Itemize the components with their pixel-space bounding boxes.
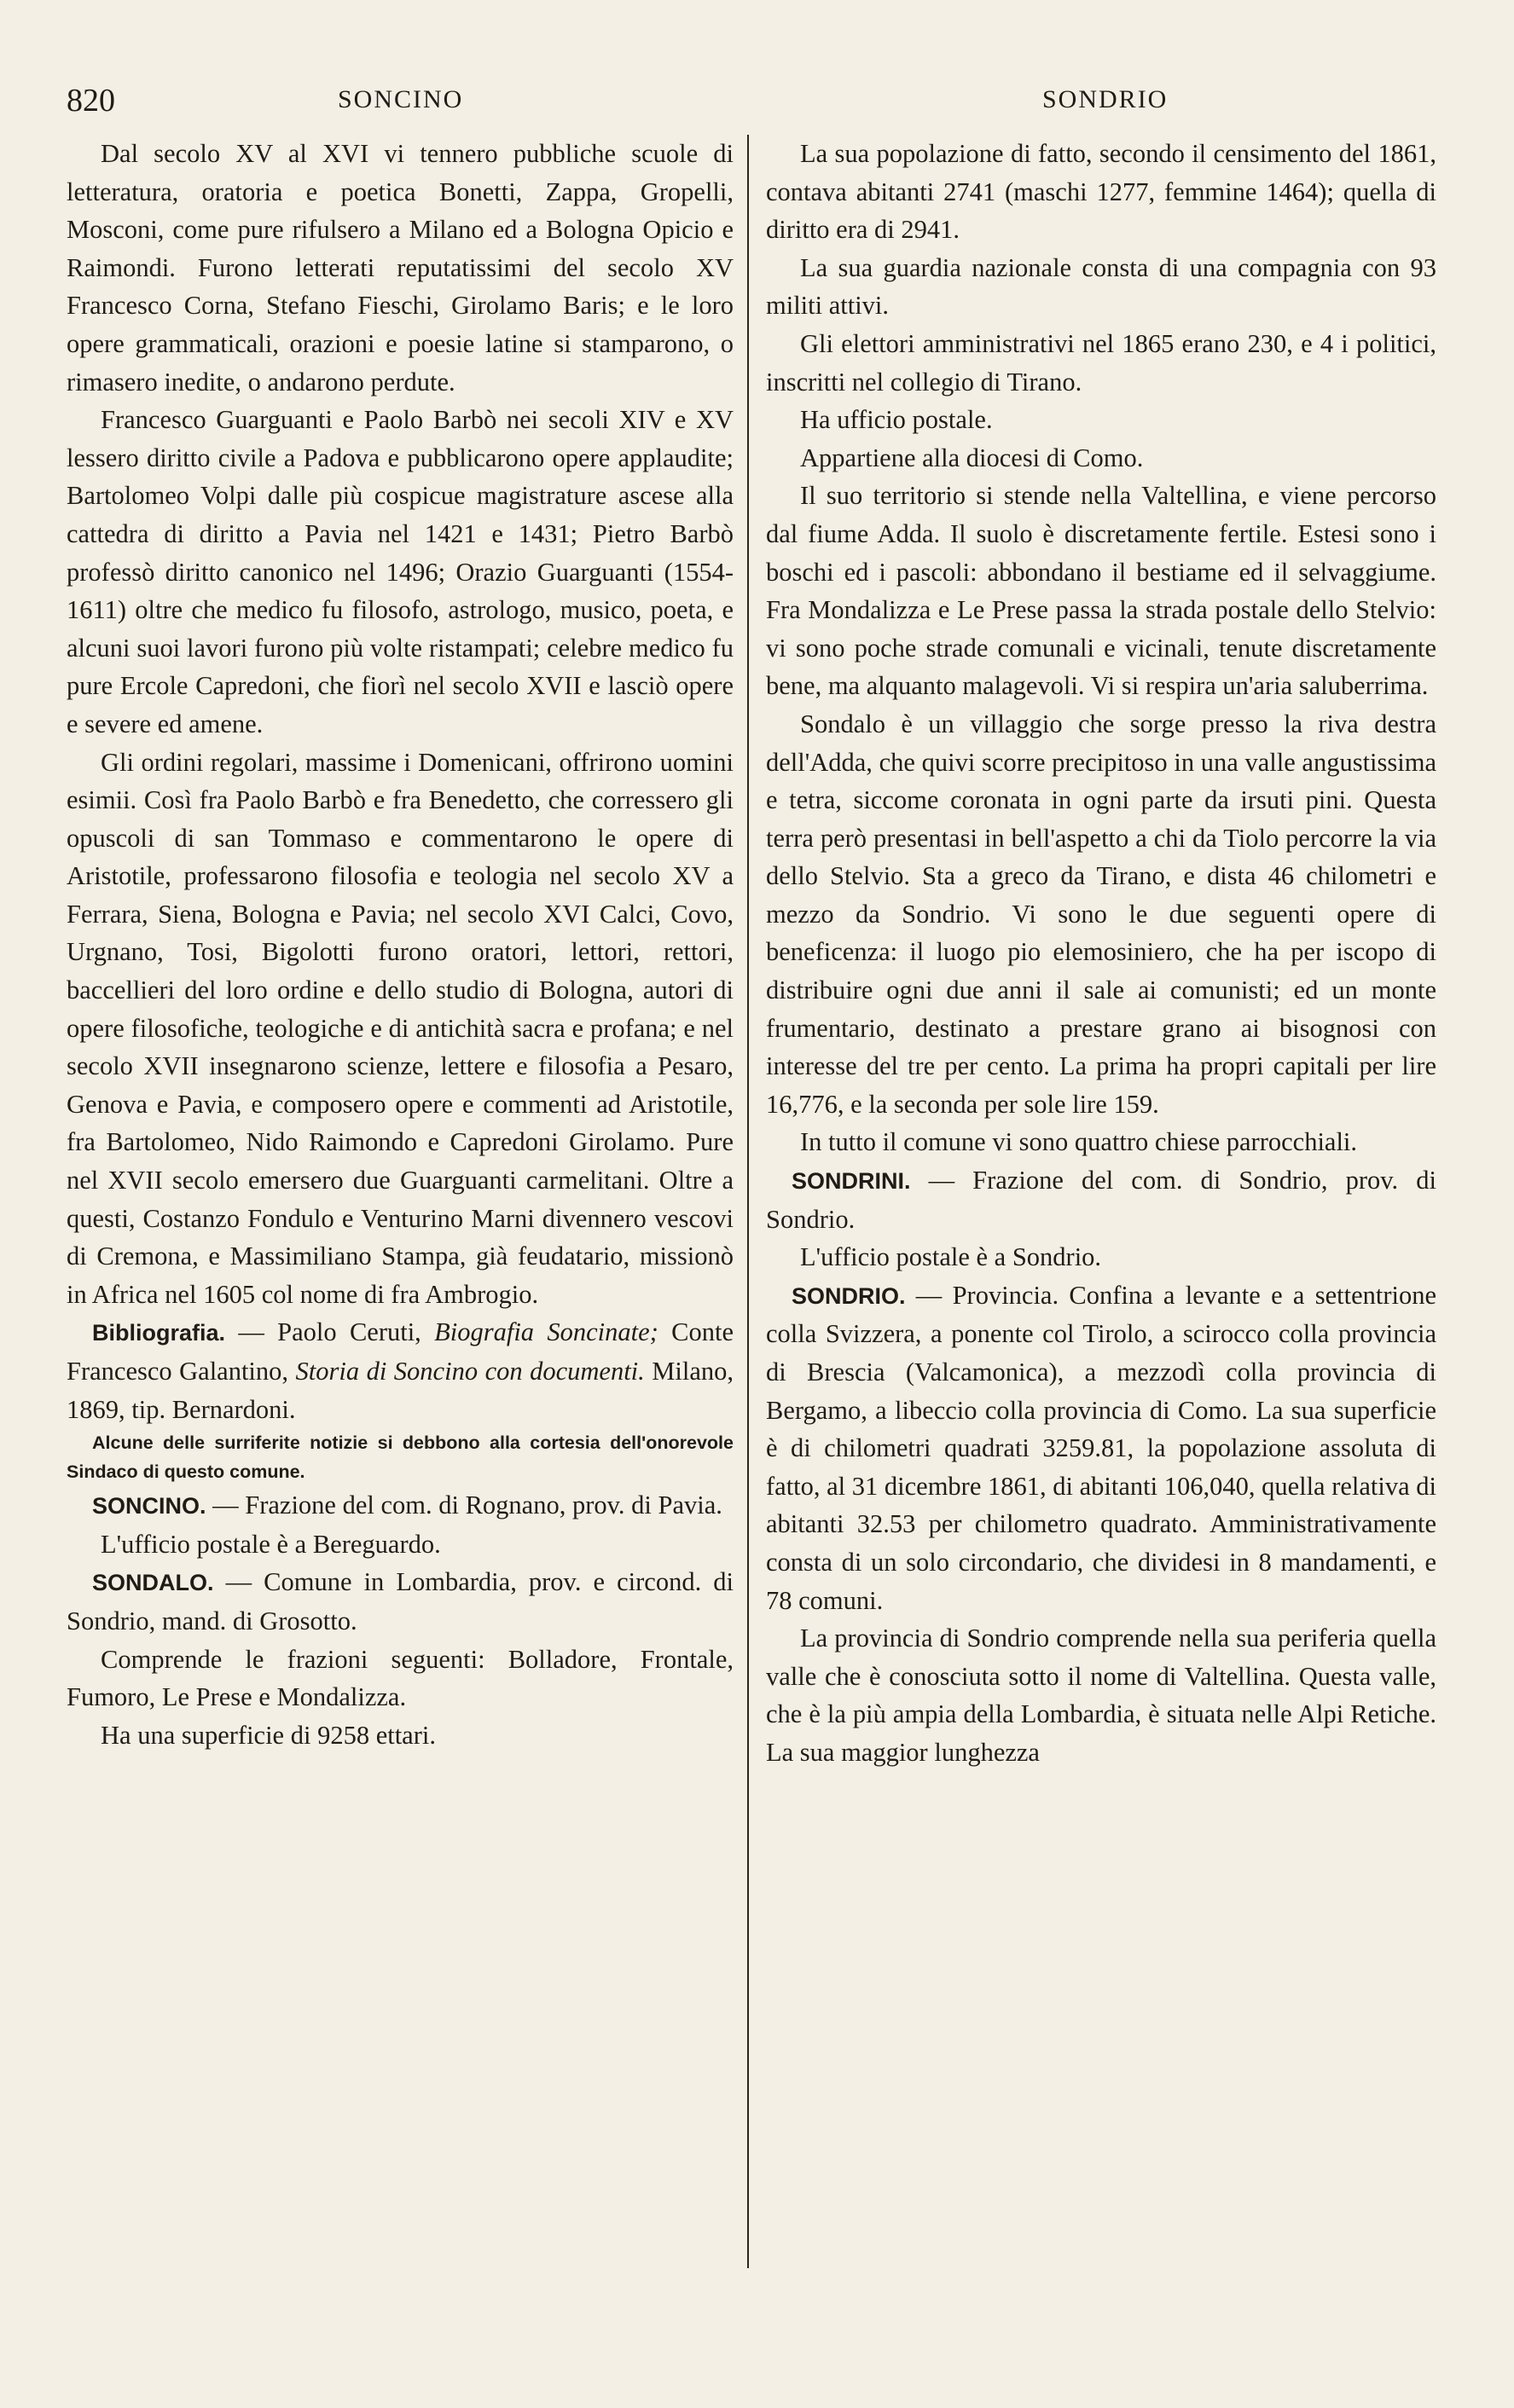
entry-sondrio: SONDRIO. — Provincia. Confina a levante e a settentrione colla Svizzera, a ponente col Tirolo, a scirocco colla provincia di Brescia (Valcamonica), a mezzodì colla provincia di Bergamo, a libeccio colla provincia di Como. La sua superficie è di chilometri quadrati 3259.81, la popolazione assoluta di fatto, al 31 dicembre 1861, di abitanti 106,040, quella relativa di abitanti 32.53 per chilometro quadrato. Amministrativamente consta di un solo circondario, che dividesi in 8 mandamenti, e 78 comuni.: [766, 1280, 1437, 1615]
paragraph: Ha ufficio postale.: [800, 405, 993, 435]
paragraph: In tutto il comune vi sono quattro chiese parrocchiali.: [800, 1127, 1358, 1157]
paragraph: L'ufficio postale è a Sondrio.: [800, 1242, 1102, 1272]
entry-sondrini: SONDRINI. — Frazione del com. di Sondrio, prov. di Sondrio.: [766, 1166, 1436, 1234]
paragraph: La provincia di Sondrio comprende nella sua periferia quella valle che è conosciuta sotto il nome di Valtellina. Questa valle, che è la più ampia della Lombardia, è situata nelle Alpi Retiche. La sua maggior lunghezza: [766, 1624, 1436, 1767]
page-number: 820: [67, 83, 115, 119]
paragraph: La sua popolazione di fatto, secondo il censimento del 1861, contava abitanti 2741 (maschi 1277, femmine 1464); quella di diritto era di 2941.: [766, 139, 1436, 245]
paragraph: La sua guardia nazionale consta di una compagnia con 93 militi attivi.: [766, 252, 1436, 321]
entry-heading: SONDRIO.: [792, 1282, 906, 1309]
paragraph: Gli elettori amministrativi nel 1865 erano 230, e 4 i politici, inscritti nel collegio di Tirano.: [766, 328, 1436, 397]
running-head-right: SONDRIO: [1042, 85, 1169, 113]
paragraph: L'ufficio postale è a Bereguardo.: [101, 1529, 441, 1559]
footnote: Alcune delle surriferite notizie si debbono alla cortesia dell'onorevole Sindaco di questo comune.: [67, 1433, 734, 1483]
book-title: Storia di Soncino con documenti.: [295, 1357, 645, 1386]
entry-heading: SONDRINI.: [792, 1168, 911, 1195]
paragraph: Appartiene alla diocesi di Como.: [800, 443, 1144, 472]
entry-sondalo: SONDALO. — Comune in Lombardia, prov. e circond. di Sondrio, mand. di Grosotto.: [67, 1567, 734, 1635]
entry-heading: SONCINO.: [92, 1493, 206, 1519]
book-title: Biografia Soncinate;: [434, 1317, 658, 1347]
paragraph: Dal secolo XV al XVI vi tennero pubbliche scuole di letteratura, oratoria e poetica Bonetti, Zappa, Gropelli, Mosconi, come pure rifulsero a Milano ed a Bologna Opicio e Raimondi. Furono letterati reputatissimi del secolo XV Francesco Corna, Stefano Fieschi, Girolamo Baris; e le loro opere grammaticali, orazioni e poesie latine si stamparono, o rimasero inedite, o andarono perdute.: [67, 139, 734, 397]
paragraph: Comprende le frazioni seguenti: Bolladore, Frontale, Fumoro, Le Prese e Mondalizza.: [67, 1644, 734, 1712]
paragraph: Il suo territorio si stende nella Valtellina, e viene percorso dal fiume Adda. Il suolo è discretamente fertile. Estesi sono i boschi ed i pascoli: abbondano il bestiame ed il selvaggiume. Fra Mondalizza e Le Prese passa la strada postale dello Stelvio: vi sono poche strade comunali e vicinali, tenute discretamente bene, ma alquanto malagevoli. Vi si respira un'aria saluberrima.: [766, 481, 1436, 701]
paragraph: Gli ordini regolari, massime i Domenicani, offrirono uomini esimii. Così fra Paolo Barbò e fra Benedetto, che corressero gli opuscoli di san Tommaso e commentarono le opere di Aristotile, professarono filosofia e teologia nel secolo XV a Ferrara, Siena, Bologna e Pavia; nel secolo XVI Calci, Covo, Urgnano, Tosi, Bigolotti furono oratori, lettori, rettori, baccellieri del loro ordine e dello studio di Bologna, autori di opere filosofiche, teologiche e di antichità sacra e profana; e nel secolo XVII insegnarono scienze, lettere e filosofia a Pesaro, Genova e Pavia, e composero opere e commenti ad Aristotile, fra Bartolomeo, Nido Raimondo e Capredoni Girolamo. Pure nel XVII secolo emersero due Guarguanti carmelitani. Oltre a questi, Costanzo Fondulo e Venturino Marni divennero vescovi di Cremona, e Massimiliano Stampa, già feudatario, missionò in Africa nel 1605 col nome di fra Ambrogio.: [67, 747, 734, 1309]
paragraph: Francesco Guarguanti e Paolo Barbò nei secoli XIV e XV lessero diritto civile a Padova e pubblicarono opere applaudite; Bartolomeo Volpi dalle più cospicue magistrature ascese alla cattedra di diritto a Pavia nel 1421 e 1431; Pietro Barbò professò diritto canonico nel 1496; Orazio Guarguanti (1554-1611) oltre che medico fu filosofo, astrologo, musico, poeta, e alcuni suoi lavori furono più volte ristampati; celebre medico fu pure Ercole Capredoni, che fiorì nel secolo XVII e lasciò opere e severe ed amene.: [67, 405, 734, 738]
paragraph: Ha una superficie di 9258 ettari.: [101, 1720, 436, 1750]
right-column: [766, 135, 1436, 1772]
bibliography-heading: Bibliografia.: [92, 1320, 226, 1346]
bibliography: Bibliografia. — Paolo Ceruti, Biografia Soncinate; Conte Francesco Galantino, Storia di Soncino con documenti. Milano, 1869, tip. Bernardoni.: [67, 1317, 734, 1424]
entry-soncino: SONCINO. — Frazione del com. di Rognano, prov. di Pavia.: [92, 1491, 722, 1520]
column-rule: [747, 135, 749, 2268]
paragraph: Sondalo è un villaggio che sorge presso la riva destra dell'Adda, che quivi scorre precipitoso in una valle angustissima e tetra, siccome coronata in ogni parte da irsuti pini. Questa terra però presentasi in bell'aspetto a chi da Tiolo percorre la via dello Stelvio. Sta a greco da Tirano, e dista 46 chilometri e mezzo da Sondrio. Vi sono le due seguenti opere di beneficenza: il luogo pio elemosiniero, che ha per iscopo di distribuire ogni due anni il sale ai comunisti; ed un monte frumentario, destinato a prestare grano ai bisognosi con interesse del tre per cento. La prima ha propri capitali per lire 16,776, e la seconda per sole lire 159.: [766, 709, 1436, 1119]
left-column: [67, 135, 734, 1754]
entry-heading: SONDALO.: [92, 1570, 214, 1596]
running-head-left: SONCINO: [338, 85, 464, 113]
